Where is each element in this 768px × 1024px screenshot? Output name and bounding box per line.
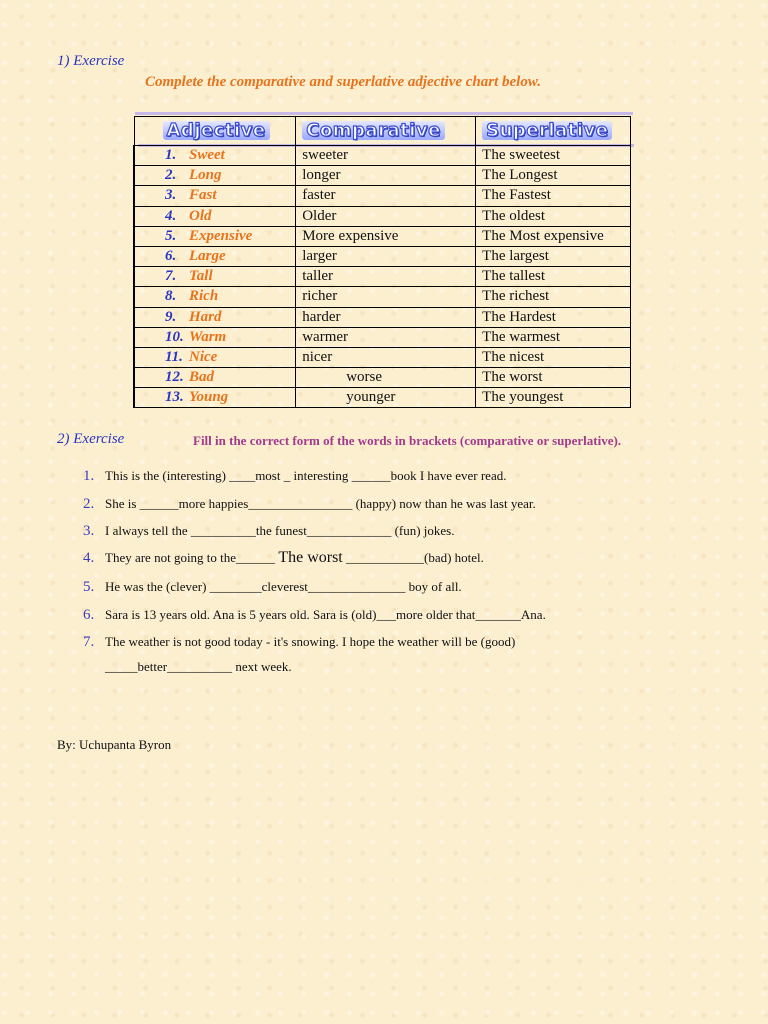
row-number: 4. xyxy=(165,207,177,224)
adjective-word: Nice xyxy=(189,348,218,365)
adjective-word: Hard xyxy=(189,308,222,325)
superlative-cell: The richest xyxy=(476,287,631,307)
comparative-cell: warmer xyxy=(296,327,476,347)
comparative-cell: sweeter xyxy=(296,146,476,166)
comparative-cell: faster xyxy=(296,186,476,206)
adjective-cell xyxy=(134,146,296,166)
row-number: 11. xyxy=(165,348,183,365)
adjective-word: Rich xyxy=(189,288,219,305)
header-top-rule xyxy=(135,112,633,115)
adjective-word: Warm xyxy=(189,328,227,345)
question-7-continued: _____better__________ next week. xyxy=(105,659,292,674)
comparative-cell: longer xyxy=(296,166,476,186)
row-number: 13. xyxy=(165,389,184,406)
adjective-word: Expensive xyxy=(189,227,253,244)
adjective-cell xyxy=(134,287,296,307)
table-row xyxy=(134,368,631,388)
adjective-cell xyxy=(134,347,296,367)
superlative-cell: The warmest xyxy=(476,327,631,347)
header-adjective: Adjective xyxy=(134,117,296,146)
superlative-cell: The youngest xyxy=(476,388,631,408)
row-number: 6. xyxy=(165,248,177,265)
adjective-cell xyxy=(134,388,296,408)
table-row xyxy=(134,186,631,206)
adjective-cell xyxy=(134,246,296,266)
adjective-word: Fast xyxy=(189,187,217,204)
superlative-cell: The Fastest xyxy=(476,186,631,206)
superlative-cell: The worst xyxy=(476,368,631,388)
table-row xyxy=(134,146,631,166)
question-7: 7. The weather is not good today - it's snowing. I hope the weather will be (good) xyxy=(83,634,516,650)
exercise-1-title: 1) Exercise xyxy=(57,53,125,69)
comparative-cell: harder xyxy=(296,307,476,327)
table-row xyxy=(134,327,631,347)
superlative-cell: The nicest xyxy=(476,347,631,367)
row-number: 1. xyxy=(165,147,177,164)
comparative-cell: More expensive xyxy=(296,226,476,246)
table-row xyxy=(134,226,631,246)
row-number: 12. xyxy=(165,369,184,386)
table-row xyxy=(134,388,631,408)
adjective-cell xyxy=(134,186,296,206)
adjective-word: Young xyxy=(189,389,229,406)
superlative-cell: The tallest xyxy=(476,267,631,287)
row-number: 7. xyxy=(165,268,177,285)
adjective-cell xyxy=(134,267,296,287)
header-superlative: Superlative xyxy=(476,117,631,146)
superlative-cell: The largest xyxy=(476,246,631,266)
row-number: 5. xyxy=(165,227,177,244)
comparative-cell: nicer xyxy=(296,347,476,367)
question-6: 6. Sara is 13 years old. Ana is 5 years old. Sara is (old)___more older that_______Ana. xyxy=(83,607,546,623)
adjective-cell xyxy=(134,307,296,327)
comparative-cell: richer xyxy=(296,287,476,307)
row-number: 8. xyxy=(165,288,177,305)
comparative-cell: taller xyxy=(296,267,476,287)
adjective-cell xyxy=(134,368,296,388)
table-row xyxy=(134,246,631,266)
exercise-2-title: 2) Exercise xyxy=(57,431,125,447)
question-3: 3. I always tell the __________the funest_____________ (fun) jokes. xyxy=(83,523,455,539)
comparative-cell: Older xyxy=(296,206,476,226)
author-credit: By: Uchupanta Byron xyxy=(57,737,172,752)
exercise-1-instruction: Complete the comparative and superlative adjective chart below. xyxy=(145,74,542,90)
adjective-word: Tall xyxy=(189,268,213,285)
superlative-cell: The Longest xyxy=(476,166,631,186)
adjective-word: Old xyxy=(189,207,212,224)
adjective-cell xyxy=(134,166,296,186)
table-row xyxy=(134,206,631,226)
table-header-row xyxy=(134,117,631,146)
superlative-cell: The Hardest xyxy=(476,307,631,327)
adjective-word: Sweet xyxy=(189,147,225,164)
row-number: 2. xyxy=(165,167,177,184)
comparative-cell: worse xyxy=(296,368,476,388)
comparative-cell: larger xyxy=(296,246,476,266)
row-number: 10. xyxy=(165,328,184,345)
table-row xyxy=(134,287,631,307)
question-2: 2. She is ______more happies________________ (happy) now than he was last year. xyxy=(83,496,536,512)
superlative-cell: The Most expensive xyxy=(476,226,631,246)
question-1: 1. This is the (interesting) ____most _ interesting ______book I have ever read. xyxy=(83,468,507,484)
adjective-word: Large xyxy=(189,248,226,265)
row-number: 3. xyxy=(165,187,177,204)
adjective-word: Bad xyxy=(189,369,215,386)
header-comparative: Comparative xyxy=(296,117,476,146)
table-row xyxy=(134,267,631,287)
superlative-cell: The oldest xyxy=(476,206,631,226)
question-5: 5. He was the (clever) ________cleverest_______________ boy of all. xyxy=(83,579,462,595)
adjective-table xyxy=(133,116,631,408)
adjective-cell xyxy=(134,327,296,347)
table-row xyxy=(134,166,631,186)
table-row xyxy=(134,307,631,327)
adjective-word: Long xyxy=(189,167,222,184)
question-4: 4. They are not going to the______ The worst ____________(bad) hotel. xyxy=(83,549,484,566)
superlative-cell: The sweetest xyxy=(476,146,631,166)
comparative-cell: younger xyxy=(296,388,476,408)
adjective-cell xyxy=(134,226,296,246)
table-row xyxy=(134,347,631,367)
row-number: 9. xyxy=(165,308,177,325)
exercise-2-instruction: Fill in the correct form of the words in brackets (comparative or superlative). xyxy=(193,433,622,448)
adjective-cell xyxy=(134,206,296,226)
